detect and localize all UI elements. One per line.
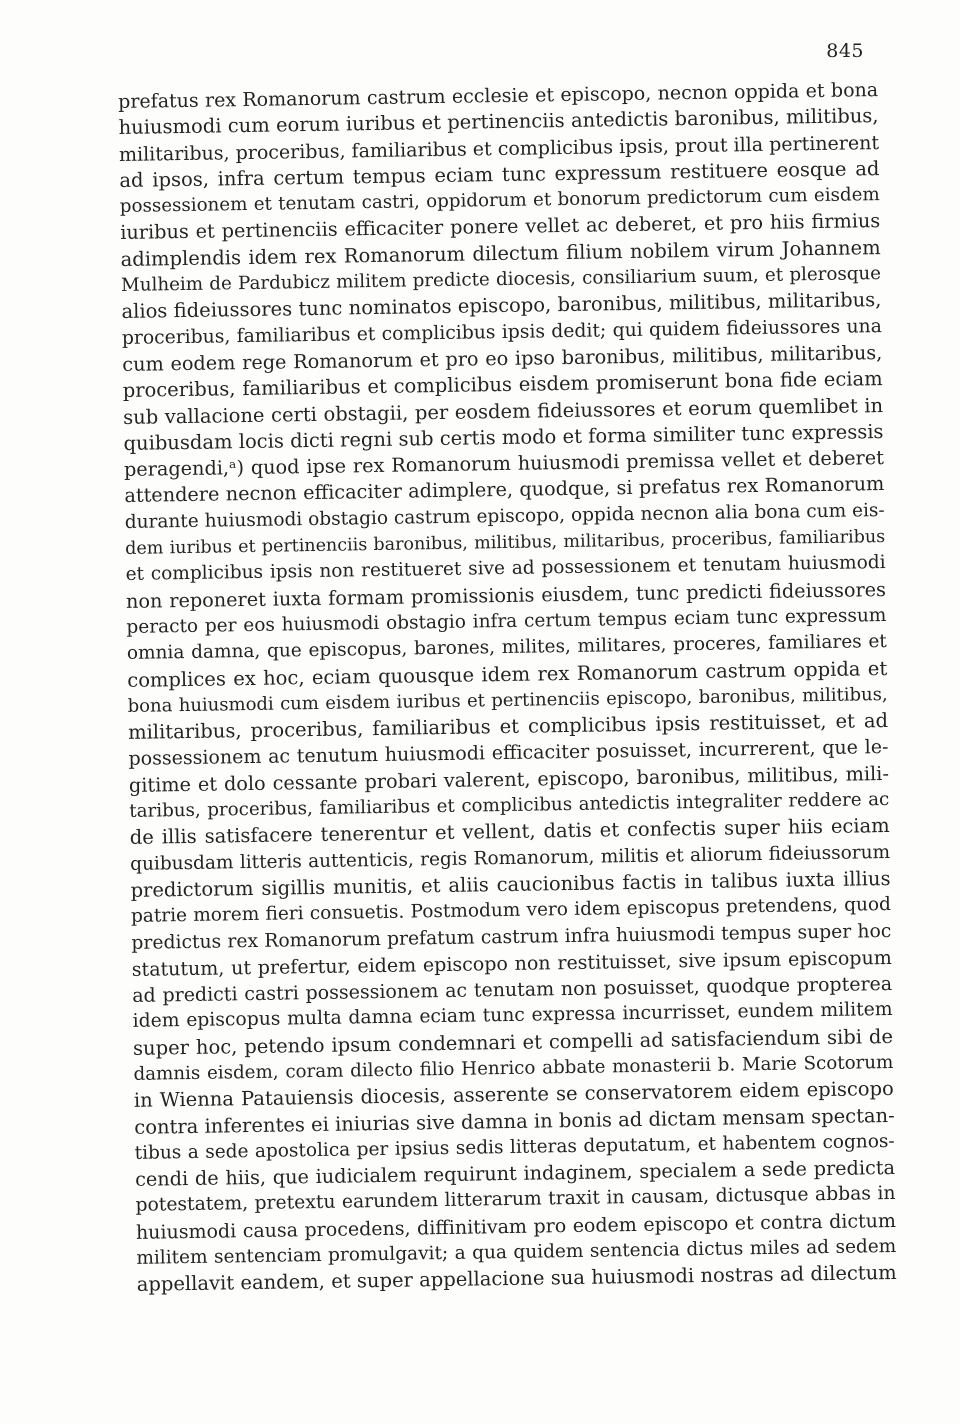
text-line: statutum, ut prefertur, eidem episcopo non restituisset, sive ipsum episcopum — [131, 946, 892, 981]
text-line: cendi de hiis, que iudicialem requirunt indaginem, specialem a sede predicta — [134, 1156, 896, 1192]
text-line: proceribus, familiaribus et complicibus eisdem promiserunt bona fide eciam — [122, 367, 883, 403]
text-line: quibusdam locis dicti regni sub certis modo et forma similiter tunc expressis — [123, 419, 884, 455]
text-line: complices ex hoc, eciam quousque idem rex Romanorum castrum oppida et — [127, 656, 888, 692]
text-line: contra inferentes ei iniurias sive damna in bonis ad dictam mensam spectan- — [134, 1103, 895, 1139]
text-line: omnia damna, que episcopus, barones, milites, militares, proceres, familiares et — [126, 631, 887, 665]
text-line: damnis eisdem, coram dilecto filio Henrico abbate monasterii b. Marie Scotorum — [133, 1051, 894, 1085]
text-line: alios fideiussores tunc nominatos episcopo, baronibus, militibus, militaribus, — [121, 288, 882, 324]
text-line: predictorum sigillis munitis, et aliis caucionibus factis in talibus iuxta illius — [130, 866, 891, 902]
text-line: in Wienna Patauiensis diocesis, asserente se conservatorem eidem episcopo — [133, 1077, 894, 1113]
text-line: militem sentenciam promulgavit; a qua quidem sentencia dictus miles ad sedem — [136, 1235, 897, 1269]
text-line: iuribus et pertinenciis efficaciter ponere vellet ac deberet, et pro hiis firmius — [120, 209, 881, 245]
text-line: idem episcopus multa damna eciam tunc expressa incurrisset, eundem militem — [132, 999, 893, 1033]
text-line: Mulheim de Pardubicz militem predicte diocesis, consiliarium suum, et plerosque — [120, 263, 882, 297]
text-line: attendere necnon efficaciter adimplere, quodque, si prefatus rex Romanorum — [124, 472, 885, 508]
text-line: potestatem, pretextu earundem litterarum traxit in causam, dictusque abbas in — [135, 1183, 896, 1217]
text-line: huiusmodi causa procedens, diffinitivam pro eodem episcopo et contra dictum — [135, 1209, 897, 1244]
text-line: de illis satisfacere tenerentur et vellent, datis et confectis super hiis eciam — [129, 814, 890, 850]
page-number: 845 — [826, 40, 864, 62]
text-line: militaribus, proceribus, familiaribus et complicibus ipsis, prout illa pertinerent — [118, 131, 880, 166]
text-line: adimplendis idem rex Romanorum dilectum filium nobilem virum Johannem — [120, 235, 881, 271]
text-line: peragendi,ᵃ) quod ipse rex Romanorum huiusmodi premissa vellet et deberet — [123, 446, 885, 482]
text-line: gitime et dolo cessante probari valerent, episcopo, baronibus, militibus, mili- — [128, 761, 890, 797]
text-line: taribus, proceribus, familiaribus et complicibus antedictis integraliter reddere ac — [129, 788, 890, 822]
text-line: prefatus rex Romanorum castrum ecclesie et episcopo, necnon oppida et bona — [118, 79, 879, 113]
text-line: durante huiusmodi obstagio castrum episcopo, oppida necnon alia bona cum eis- — [124, 499, 885, 533]
text-line: possessionem ac tenutum huiusmodi efficaciter posuisset, incurrerent, que le- — [128, 736, 889, 771]
text-line: predictus rex Romanorum prefatum castrum infra huiusmodi tempus super hoc — [131, 920, 892, 954]
text-line: peracto per eos huiusmodi obstagio infra certum tempus eciam tunc expressum — [126, 604, 887, 638]
text-line: appellavit eandem, et super appellacione sua huiusmodi nostras ad dilectum — [136, 1261, 897, 1297]
text-line: ad predicti castri possessionem ac tenutam non posuisset, quodque propterea — [132, 973, 893, 1007]
text-line: non reponeret iuxta formam promissionis eiusdem, tunc predicti fideiussores — [125, 577, 887, 613]
text-line: super hoc, petendo ipsum condemnari et compelli ad satisfaciendum sibi de — [132, 1024, 894, 1060]
text-line: ad ipsos, infra certum tempus eciam tunc expressum restituere eosque ad — [119, 156, 880, 192]
text-line: sub vallacione certi obstagii, per eosdem fideiussores et eorum quemlibet in — [122, 393, 884, 429]
text-line: proceribus, familiaribus et complicibus ipsis dedit; qui quidem fideiussores una — [121, 315, 882, 349]
text-line: militaribus, proceribus, familiaribus et complicibus ipsis restituisset, et ad — [127, 709, 889, 745]
text-line: cum eodem rege Romanorum et pro eo ipso baronibus, militibus, militaribus, — [122, 340, 883, 376]
text-line: patrie morem fieri consuetis. Postmodum vero idem episcopus pretendens, quod — [130, 894, 892, 928]
text-line: dem iuribus et pertinenciis baronibus, militibus, militaribus, proceribus, familiaribus — [125, 527, 886, 559]
text-line: bona huiusmodi cum eisdem iuribus et pertinenciis episcopo, baronibus, militibus, — [127, 683, 888, 717]
text-line: possessionem et tenutam castri, oppidorum et bonorum predictorum cum eisdem — [119, 184, 880, 218]
text-line: huiusmodi cum eorum iuribus et pertinenciis antedictis baronibus, militibus, — [118, 104, 879, 140]
text-line: tibus a sede apostolica per ipsius sedis litteras deputatum, et habentem cognos- — [134, 1130, 895, 1164]
text-line: et complicibus ipsis non restitueret sive ad possessionem et tenutam huiusmodi — [125, 552, 886, 586]
body-text — [118, 77, 897, 1298]
text-line: quibusdam litteris auttenticis, regis Romanorum, militis et aliorum fideiussorum — [130, 841, 891, 875]
